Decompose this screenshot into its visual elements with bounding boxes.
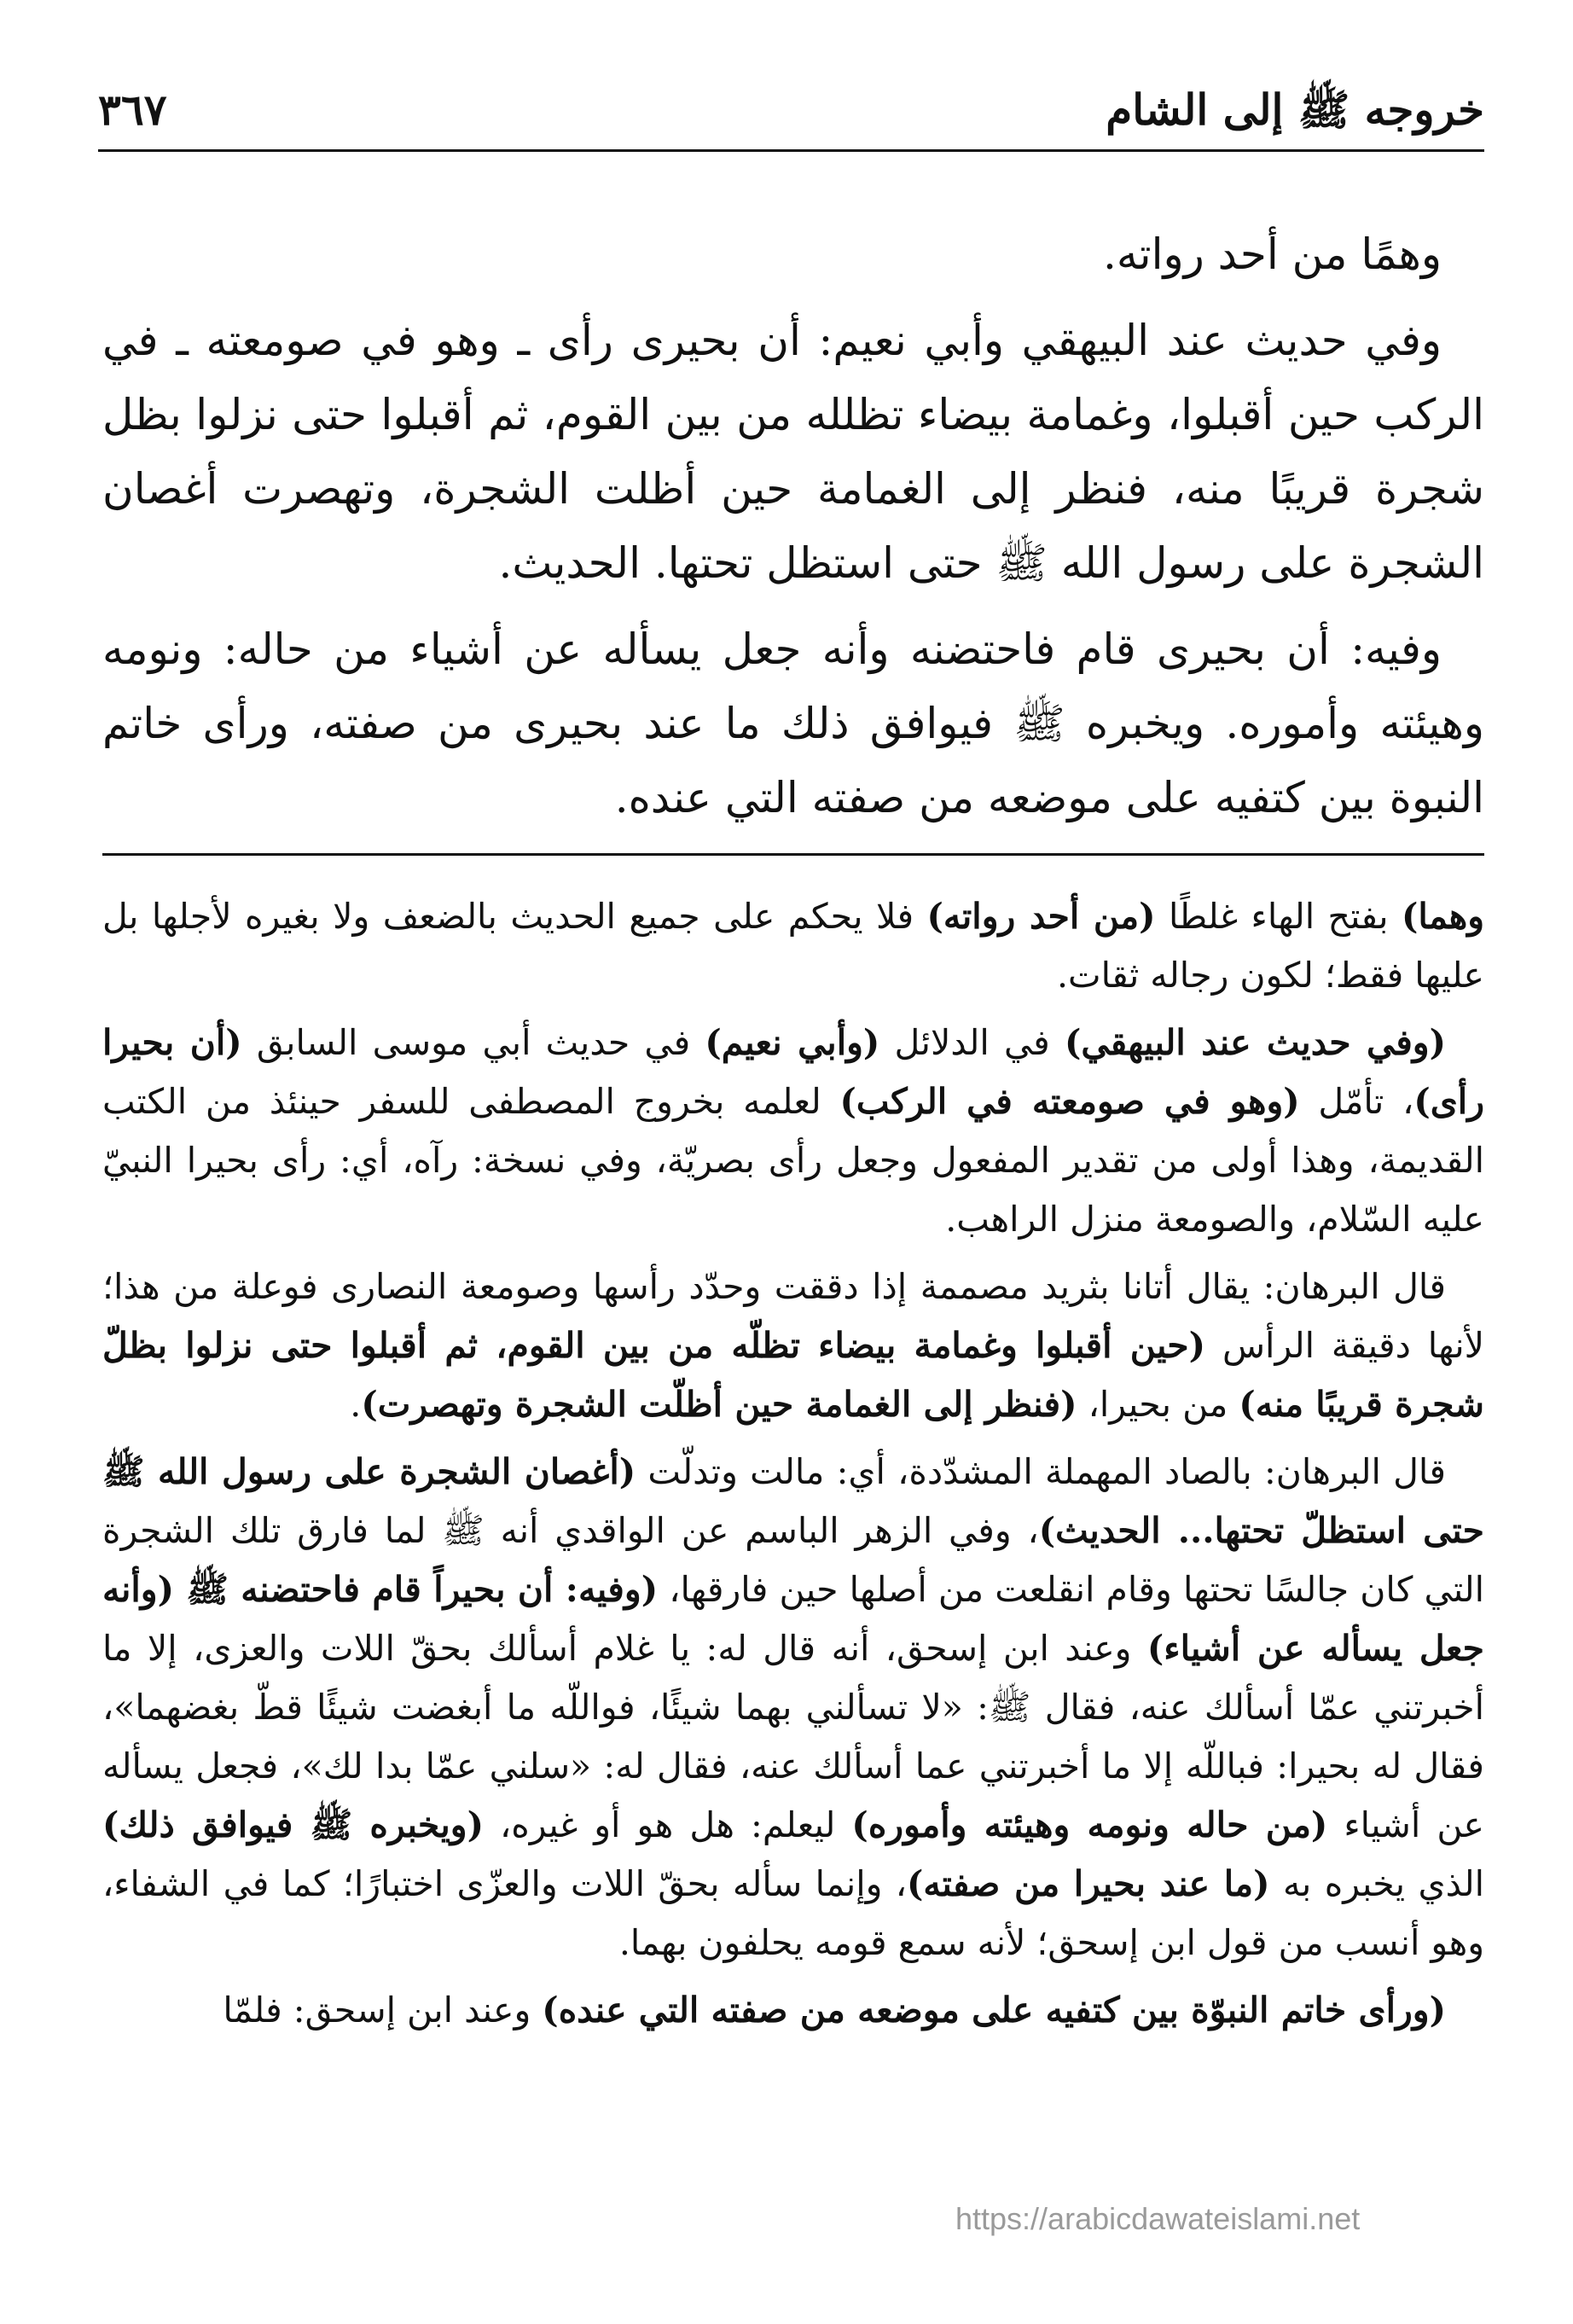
running-title: خروجه ﷺ إلى الشام <box>1106 84 1484 135</box>
commentary-text: قال البرهان: يقال أتانا بثريد مصممة إذا دققت وحدّد رأسها وصومعة النصارى فوعلة من هذا؛ لأنها دقيقة الرأس <box>102 1266 1484 1366</box>
commentary-text: وعند ابن إسحق، أنه قال له: يا غلام أسألك بحقّ اللات والعزى، إلا ما أخبرتني عمّا أسألك عنه، فقال ﷺ: «لا تسألني بهما شيئًا، فواللّه ما أبغضت شيئًا قطّ بغضهما»، فقال له بحيرا: فباللّه إلا ما أخبرتني عما أسألك عنه، فقال له: «سلني عمّا بدا لك»، فجعل يسأله عن أشياء <box>102 1628 1484 1845</box>
quoted-phrase: وهما) <box>1402 896 1485 937</box>
quoted-phrase: (فنظر إلى الغمامة حين أظلّت الشجرة وتهصرت) <box>361 1384 1077 1425</box>
quoted-phrase: (وأبي نعيم) <box>705 1022 880 1063</box>
commentary-text: ، تأمّل <box>1299 1081 1414 1122</box>
page-header <box>98 81 1484 152</box>
main-text <box>102 218 1484 847</box>
main-paragraph: وفيه: أن بحيرى قام فاحتضنه وأنه جعل يسأله عن أشياء من حاله: ونومه وهيئته وأموره. ويخبره ﷺ فيوافق ذلك ما عند بحيرى من صفته، ورأى خاتم النبوة بين كتفيه على موضعه من صفته التي عنده. <box>102 625 1484 822</box>
watermark-url: https://arabicdawateislami.net <box>955 2201 1361 2236</box>
commentary-text: في حديث أبي موسى السابق <box>241 1022 705 1063</box>
commentary-text: ليعلم: هل هو أو غيره، <box>484 1804 852 1845</box>
quoted-phrase: (ما عند بحيرا من صفته) <box>907 1863 1270 1904</box>
commentary-text: . <box>350 1384 362 1425</box>
main-paragraph: وفي حديث عند البيهقي وأبي نعيم: أن بحيرى رأى ـ وهو في صومعته ـ في الركب حين أقبلوا، وغمامة بيضاء تظلله من بين القوم، ثم أقبلوا حتى نزلوا بظل شجرة قريبًا منه، فنظر إلى الغمامة حين أظلت الشجرة، وتهصرت أغصان الشجرة على رسول الله ﷺ حتى استظل تحتها. الحديث. <box>102 316 1484 588</box>
quoted-phrase: (حين أقبلوا وغمامة بيضاء تظلّه من بين القوم، ثم أقبلوا حتى نزلوا بظلّ شجرة قريبًا منه) <box>102 1325 1484 1425</box>
quoted-phrase: (وفيه: أن بحيراً قام فاحتضنه ﷺ (وأنه جعل يسأله عن أشياء) <box>102 1569 1484 1669</box>
quoted-phrase: (ويخبره ﷺ فيوافق ذلك) <box>102 1804 484 1845</box>
main-paragraph: وهمًا من أحد رواته. <box>1102 229 1442 279</box>
commentary-paragraph <box>102 1258 1484 1434</box>
commentary-text: لعلمه بخروج المصطفى للسفر حينئذ من الكتب القديمة، وهذا أولى من تقدير المفعول وجعل رأى بصريّة، وفي نسخة: رآه، أي: رأى بحيرا النبيّ عليه السّلام، والصومعة منزل الراهب. <box>102 1081 1484 1240</box>
commentary <box>102 887 1484 2048</box>
commentary-text: من بحيرا، <box>1077 1384 1239 1425</box>
commentary-text: قال البرهان: بالصاد المهملة المشدّدة، أي: مالت وتدلّت <box>636 1451 1446 1492</box>
commentary-text: الذي يخبره به <box>1269 1863 1484 1904</box>
quoted-phrase: (من أحد رواته) <box>926 896 1156 937</box>
footnote-divider <box>102 853 1484 856</box>
commentary-paragraph <box>102 1981 1484 2040</box>
quoted-phrase: (وهو في صومعته في الركب) <box>839 1081 1300 1122</box>
quoted-phrase: (من حاله ونومه وهيئته وأموره) <box>851 1804 1328 1845</box>
commentary-text: بفتح الهاء غلطًا <box>1155 896 1402 937</box>
commentary-text: في الدلائل <box>879 1022 1065 1063</box>
page-number: ٣٦٧ <box>98 84 167 135</box>
commentary-text: ، وإنما سأله بحقّ اللات والعزّى اختبارًا؛ كما في الشفاء، وهو أنسب من قول ابن إسحق؛ لأنه سمع قومه يحلفون بهما. <box>102 1863 1484 1963</box>
commentary-text: وعند ابن إسحق: فلمّا <box>223 1990 543 2031</box>
commentary-text: فلا يحكم على جميع الحديث بالضعف ولا بغيره لأجلها بل عليها فقط؛ لكون رجاله ثقات. <box>102 896 1484 996</box>
commentary-paragraph <box>102 1443 1484 1972</box>
quoted-phrase: (أغصان الشجرة على رسول الله ﷺ حتى استظلّ تحتها... الحديث) <box>102 1451 1484 1551</box>
quoted-phrase: (وفي حديث عند البيهقي) <box>1064 1022 1446 1063</box>
commentary-text: ، وفي الزهر الباسم عن الواقدي أنه ﷺ لما فارق تلك الشجرة التي كان جالسًا تحتها وقام انقلعت من أصلها حين فارقها، <box>102 1510 1484 1610</box>
commentary-paragraph <box>102 887 1484 1005</box>
quoted-phrase: (ورأى خاتم النبوّة بين كتفيه على موضعه من صفته التي عنده) <box>542 1990 1446 2031</box>
commentary-paragraph <box>102 1014 1484 1249</box>
quoted-phrase: (أن بحيرا رأى) <box>102 1022 1484 1122</box>
